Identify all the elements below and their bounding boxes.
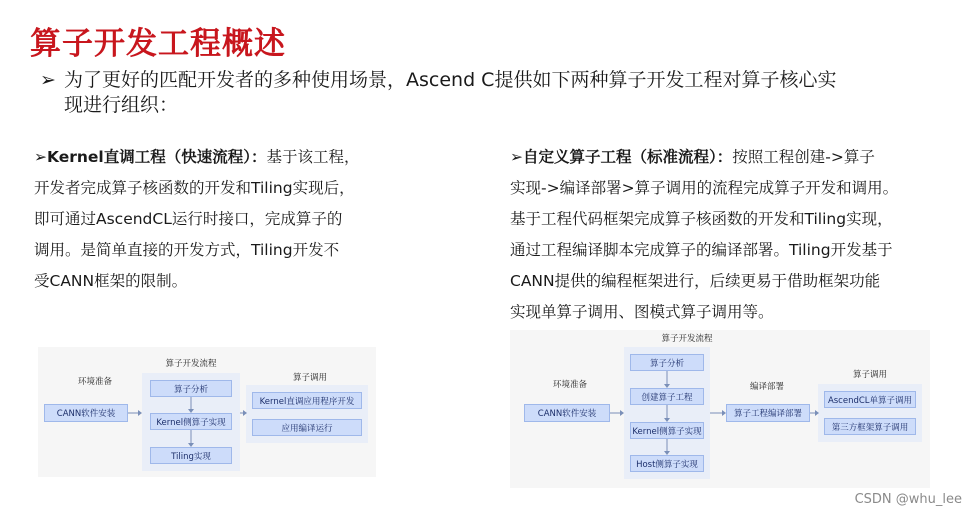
right-text-line: CANN提供的编程框架进行，后续更易于借助框架功能 (510, 272, 881, 290)
left-text-line: 基于该工程， (266, 148, 360, 166)
env-title: 环境准备 (552, 380, 587, 390)
env-title: 环境准备 (77, 377, 112, 387)
direct-app-dev-node: Kernel直调应用程序开发 (252, 392, 362, 409)
right-text-line: 按照工程创建->算子 (732, 148, 875, 166)
kernel-impl-node: Kernel侧算子实现 (150, 413, 232, 430)
page-title: 算子开发工程概述 (30, 26, 286, 62)
cann-install-node: CANN软件安装 (44, 404, 128, 422)
third-party-call-node: 第三方框架算子调用 (824, 418, 916, 435)
intro-line-2: 现进行组织： (64, 94, 179, 116)
right-text-line: 通过工程编译脚本完成算子的编译部署。Tiling开发基于 (510, 241, 893, 259)
watermark: CSDN @whu_lee (854, 492, 962, 507)
tiling-impl-node: Tiling实现 (150, 447, 232, 464)
custom-operator-flow-diagram (510, 330, 930, 488)
custom-operator-heading: ➢自定义算子工程（标准流程）： (510, 148, 733, 166)
intro-paragraph (40, 68, 950, 118)
deploy-title: 编译部署 (749, 382, 784, 392)
analysis-node: 算子分析 (630, 354, 704, 371)
kernel-impl-node: Kernel侧算子实现 (630, 422, 704, 439)
arrow-right-icon: ➢ (40, 69, 56, 91)
call-title: 算子调用 (292, 373, 327, 383)
flow-connectors (38, 347, 376, 477)
cann-install-node: CANN软件安装 (524, 404, 610, 422)
left-text-line: 受CANN框架的限制。 (34, 272, 188, 290)
dev-title: 算子开发流程 (165, 359, 217, 369)
left-text-line: 即可通过AscendCL运行时接口，完成算子的 (34, 210, 343, 228)
dev-title: 算子开发流程 (661, 334, 713, 344)
host-impl-node: Host侧算子实现 (630, 455, 704, 472)
analysis-node: 算子分析 (150, 380, 232, 397)
create-project-node: 创建算子工程 (630, 388, 704, 405)
deploy-node: 算子工程编译部署 (726, 404, 810, 422)
intro-line-1: 为了更好的匹配开发者的多种使用场景，Ascend C提供如下两种算子开发工程对算子核心实 (64, 69, 837, 91)
right-text-line: 基于工程代码框架完成算子核函数的开发和Tiling实现， (510, 210, 893, 228)
left-text-line: 调用。是简单直接的开发方式，Tiling开发不 (34, 241, 340, 259)
right-text-line: 实现单算子调用、图模式算子调用等。 (510, 303, 774, 321)
call-title: 算子调用 (852, 370, 887, 380)
compile-run-node: 应用编译运行 (252, 419, 362, 436)
custom-operator-description (510, 142, 940, 328)
kernel-direct-description (34, 142, 414, 297)
ascendcl-call-node: AscendCL单算子调用 (824, 391, 916, 408)
right-text-line: 实现->编译部署>算子调用的流程完成算子开发和调用。 (510, 179, 899, 197)
kernel-direct-flow-diagram (38, 347, 376, 477)
flow-connectors (510, 330, 930, 488)
left-text-line: 开发者完成算子核函数的开发和Tiling实现后， (34, 179, 355, 197)
kernel-direct-heading: ➢Kernel直调工程（快速流程）： (34, 148, 267, 166)
